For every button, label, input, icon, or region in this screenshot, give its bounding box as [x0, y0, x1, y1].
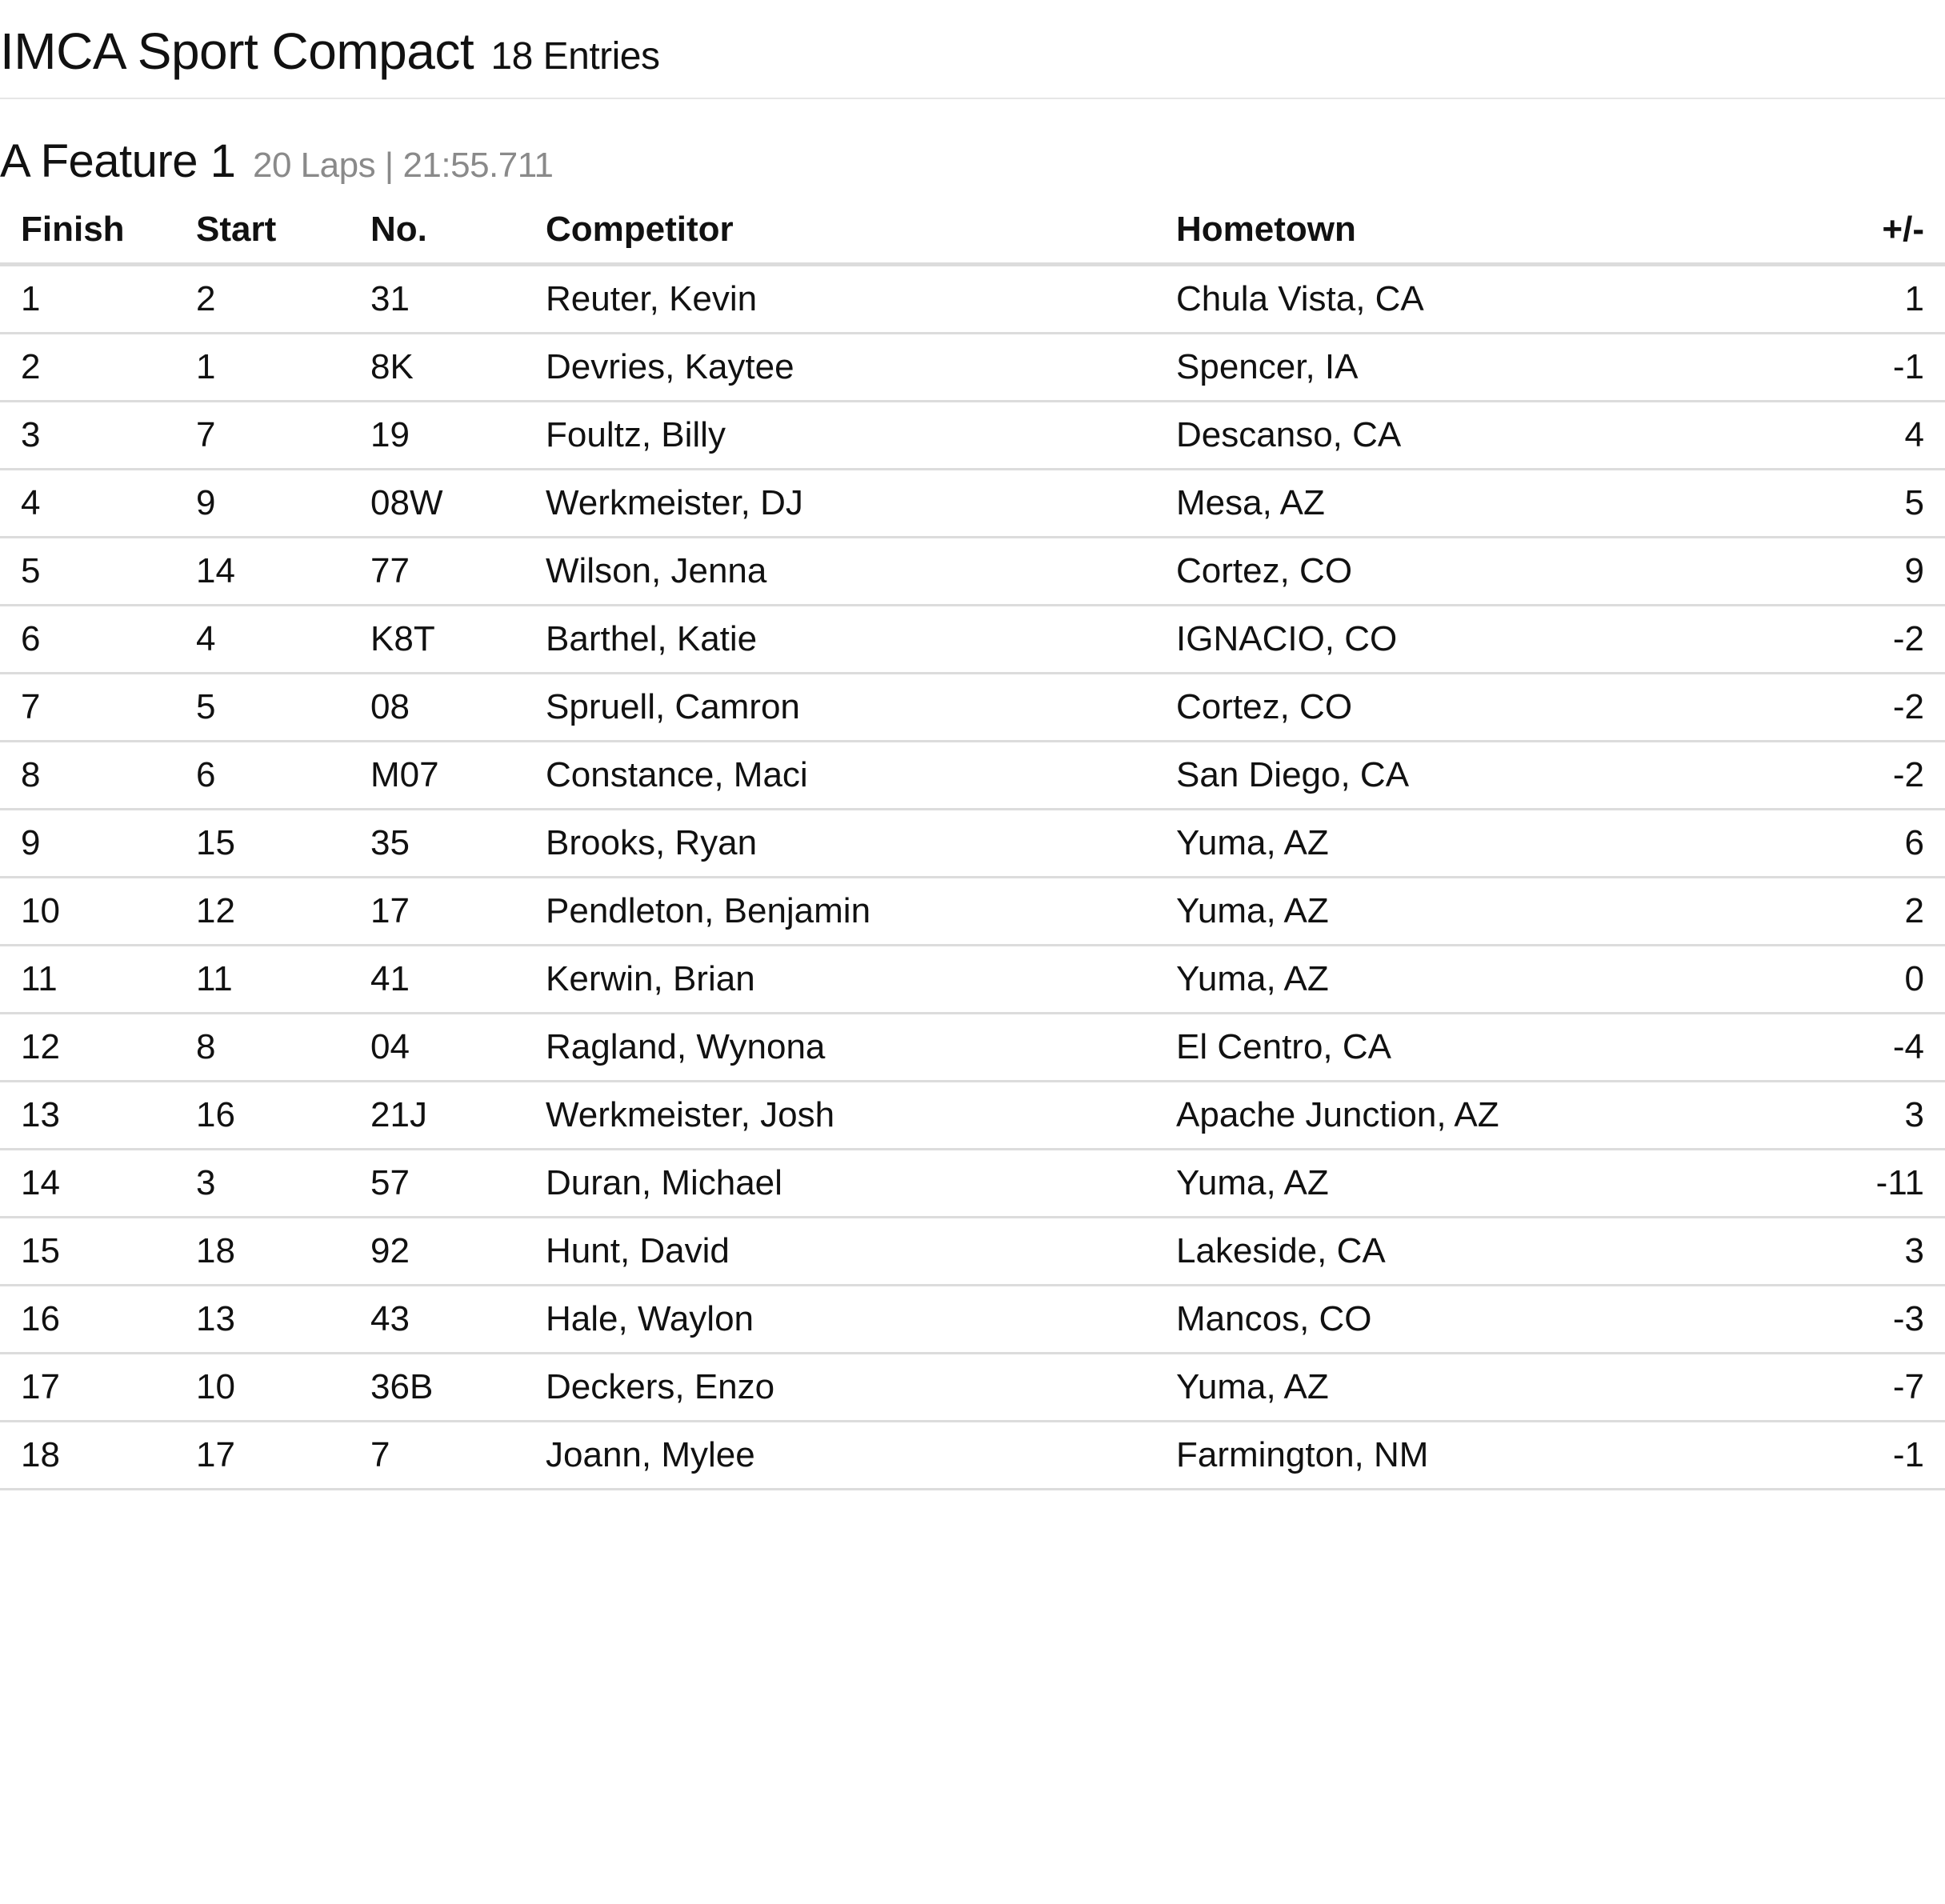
header-delta: +/- [1785, 197, 1945, 265]
cell-position-change: -2 [1785, 742, 1945, 810]
cell-position-change: -1 [1785, 1422, 1945, 1490]
cell-finish: 2 [0, 334, 175, 402]
cell-finish: 12 [0, 1014, 175, 1082]
cell-competitor: Deckers, Enzo [525, 1354, 1155, 1422]
cell-start: 13 [175, 1286, 350, 1354]
header-hometown: Hometown [1155, 197, 1785, 265]
cell-competitor: Hunt, David [525, 1218, 1155, 1286]
cell-finish: 17 [0, 1354, 175, 1422]
cell-position-change: -2 [1785, 606, 1945, 674]
cell-finish: 5 [0, 538, 175, 606]
table-row [0, 1218, 1945, 1286]
cell-car-number: K8T [350, 606, 525, 674]
table-row [0, 810, 1945, 878]
cell-start: 18 [175, 1218, 350, 1286]
table-row [0, 334, 1945, 402]
cell-position-change: -7 [1785, 1354, 1945, 1422]
cell-car-number: 35 [350, 810, 525, 878]
cell-competitor: Duran, Michael [525, 1150, 1155, 1218]
cell-hometown: Cortez, CO [1155, 674, 1785, 742]
cell-start: 9 [175, 470, 350, 538]
cell-competitor: Brooks, Ryan [525, 810, 1155, 878]
cell-hometown: Yuma, AZ [1155, 878, 1785, 946]
cell-hometown: Yuma, AZ [1155, 1354, 1785, 1422]
cell-car-number: 41 [350, 946, 525, 1014]
table-row [0, 674, 1945, 742]
cell-position-change: -1 [1785, 334, 1945, 402]
cell-position-change: -4 [1785, 1014, 1945, 1082]
cell-finish: 6 [0, 606, 175, 674]
cell-car-number: 21J [350, 1082, 525, 1150]
cell-position-change: 0 [1785, 946, 1945, 1014]
cell-car-number: 08W [350, 470, 525, 538]
table-row [0, 538, 1945, 606]
cell-finish: 16 [0, 1286, 175, 1354]
table-row [0, 402, 1945, 470]
cell-competitor: Hale, Waylon [525, 1286, 1155, 1354]
cell-competitor: Spruell, Camron [525, 674, 1155, 742]
header-no: No. [350, 197, 525, 265]
cell-position-change: 1 [1785, 265, 1945, 334]
cell-position-change: 4 [1785, 402, 1945, 470]
cell-car-number: 92 [350, 1218, 525, 1286]
cell-finish: 10 [0, 878, 175, 946]
cell-position-change: 3 [1785, 1218, 1945, 1286]
cell-competitor: Ragland, Wynona [525, 1014, 1155, 1082]
cell-start: 8 [175, 1014, 350, 1082]
cell-hometown: Farmington, NM [1155, 1422, 1785, 1490]
table-row [0, 1014, 1945, 1082]
cell-hometown: Mancos, CO [1155, 1286, 1785, 1354]
cell-start: 1 [175, 334, 350, 402]
cell-hometown: Yuma, AZ [1155, 810, 1785, 878]
cell-competitor: Werkmeister, Josh [525, 1082, 1155, 1150]
cell-competitor: Werkmeister, DJ [525, 470, 1155, 538]
cell-car-number: 19 [350, 402, 525, 470]
cell-car-number: M07 [350, 742, 525, 810]
cell-competitor: Wilson, Jenna [525, 538, 1155, 606]
feature-meta: 20 Laps | 21:55.711 [252, 146, 554, 185]
cell-car-number: 17 [350, 878, 525, 946]
cell-position-change: -3 [1785, 1286, 1945, 1354]
header-finish: Finish [0, 197, 175, 265]
results-header-row [0, 197, 1945, 265]
cell-position-change: -11 [1785, 1150, 1945, 1218]
cell-car-number: 04 [350, 1014, 525, 1082]
cell-hometown: Lakeside, CA [1155, 1218, 1785, 1286]
cell-position-change: 6 [1785, 810, 1945, 878]
cell-competitor: Foultz, Billy [525, 402, 1155, 470]
cell-position-change: 3 [1785, 1082, 1945, 1150]
cell-start: 4 [175, 606, 350, 674]
cell-hometown: Chula Vista, CA [1155, 265, 1785, 334]
header-competitor: Competitor [525, 197, 1155, 265]
cell-finish: 18 [0, 1422, 175, 1490]
table-row [0, 1082, 1945, 1150]
cell-finish: 1 [0, 265, 175, 334]
cell-hometown: Spencer, IA [1155, 334, 1785, 402]
cell-start: 7 [175, 402, 350, 470]
cell-start: 17 [175, 1422, 350, 1490]
table-row [0, 1354, 1945, 1422]
cell-competitor: Kerwin, Brian [525, 946, 1155, 1014]
cell-finish: 3 [0, 402, 175, 470]
cell-finish: 14 [0, 1150, 175, 1218]
cell-competitor: Devries, Kaytee [525, 334, 1155, 402]
header-start: Start [175, 197, 350, 265]
cell-start: 6 [175, 742, 350, 810]
cell-finish: 13 [0, 1082, 175, 1150]
cell-start: 3 [175, 1150, 350, 1218]
class-title [0, 21, 660, 87]
cell-finish: 15 [0, 1218, 175, 1286]
cell-car-number: 57 [350, 1150, 525, 1218]
cell-hometown: Descanso, CA [1155, 402, 1785, 470]
cell-competitor: Joann, Mylee [525, 1422, 1155, 1490]
results-table [0, 197, 1945, 1490]
cell-hometown: Mesa, AZ [1155, 470, 1785, 538]
table-row [0, 1150, 1945, 1218]
cell-start: 14 [175, 538, 350, 606]
cell-finish: 8 [0, 742, 175, 810]
cell-hometown: Cortez, CO [1155, 538, 1785, 606]
cell-start: 5 [175, 674, 350, 742]
cell-car-number: 31 [350, 265, 525, 334]
cell-start: 15 [175, 810, 350, 878]
cell-hometown: El Centro, CA [1155, 1014, 1785, 1082]
cell-car-number: 7 [350, 1422, 525, 1490]
cell-competitor: Reuter, Kevin [525, 265, 1155, 334]
cell-hometown: San Diego, CA [1155, 742, 1785, 810]
class-name: IMCA Sport Compact [0, 22, 474, 80]
cell-start: 12 [175, 878, 350, 946]
cell-start: 11 [175, 946, 350, 1014]
cell-position-change: -2 [1785, 674, 1945, 742]
table-row [0, 1286, 1945, 1354]
cell-position-change: 5 [1785, 470, 1945, 538]
cell-competitor: Pendleton, Benjamin [525, 878, 1155, 946]
table-row [0, 742, 1945, 810]
cell-start: 10 [175, 1354, 350, 1422]
cell-car-number: 43 [350, 1286, 525, 1354]
cell-start: 2 [175, 265, 350, 334]
table-row [0, 1422, 1945, 1490]
cell-hometown: Yuma, AZ [1155, 946, 1785, 1014]
cell-car-number: 8K [350, 334, 525, 402]
table-row [0, 606, 1945, 674]
entries-count: 18 Entries [490, 35, 660, 78]
cell-start: 16 [175, 1082, 350, 1150]
cell-finish: 7 [0, 674, 175, 742]
cell-finish: 11 [0, 946, 175, 1014]
table-row [0, 470, 1945, 538]
cell-hometown: Apache Junction, AZ [1155, 1082, 1785, 1150]
results-body [0, 265, 1945, 1490]
cell-competitor: Constance, Maci [525, 742, 1155, 810]
cell-car-number: 36B [350, 1354, 525, 1422]
cell-hometown: Yuma, AZ [1155, 1150, 1785, 1218]
feature-name: A Feature 1 [0, 135, 236, 187]
cell-hometown: IGNACIO, CO [1155, 606, 1785, 674]
cell-finish: 9 [0, 810, 175, 878]
feature-title [0, 133, 553, 194]
cell-car-number: 77 [350, 538, 525, 606]
cell-car-number: 08 [350, 674, 525, 742]
cell-position-change: 9 [1785, 538, 1945, 606]
table-row [0, 878, 1945, 946]
cell-competitor: Barthel, Katie [525, 606, 1155, 674]
table-row [0, 946, 1945, 1014]
cell-position-change: 2 [1785, 878, 1945, 946]
cell-finish: 4 [0, 470, 175, 538]
page-header [0, 18, 1945, 99]
table-row [0, 265, 1945, 334]
